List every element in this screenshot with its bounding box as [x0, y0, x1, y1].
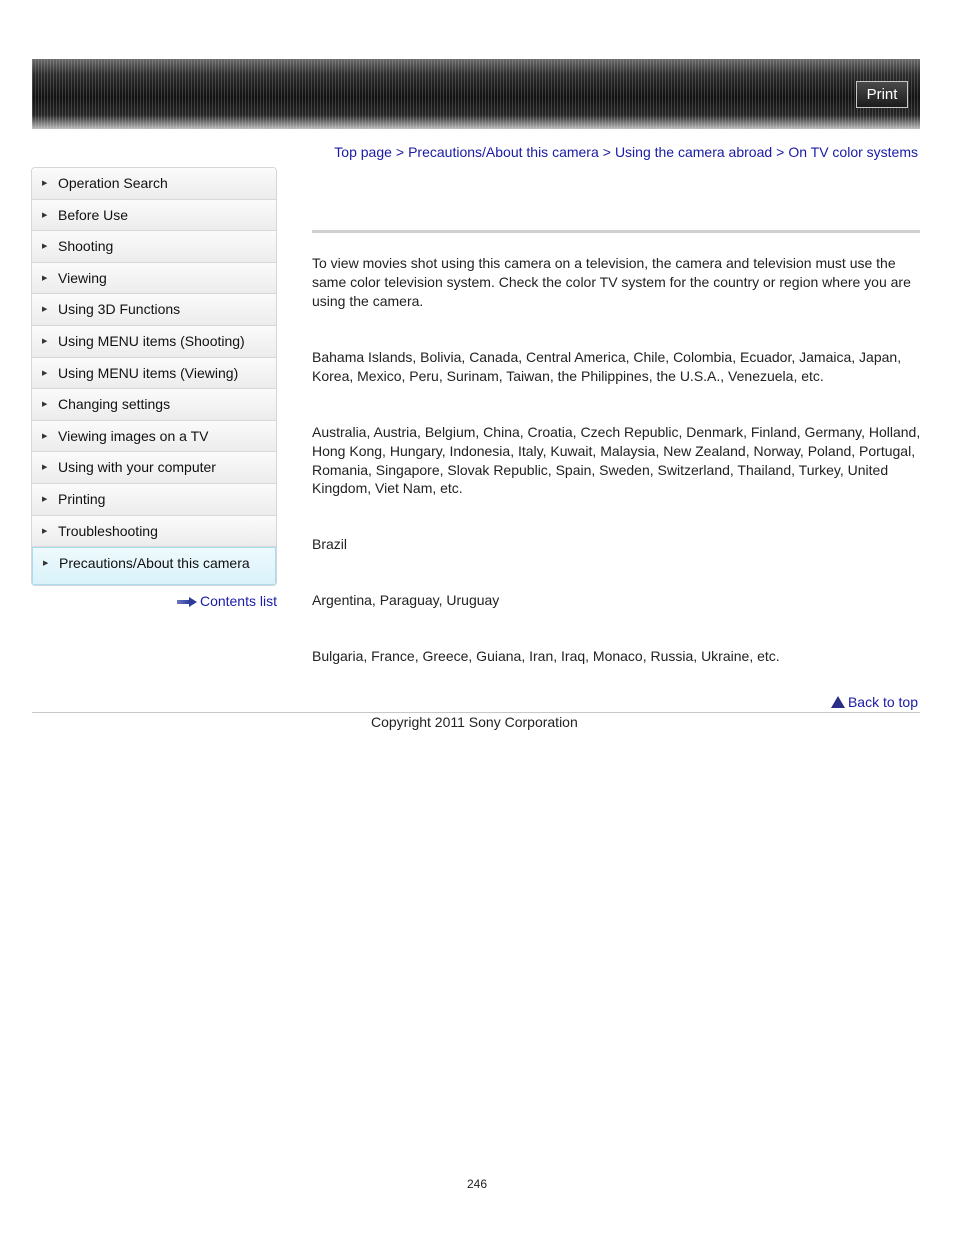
sidebar-item-label: Precautions/About this camera	[59, 555, 250, 572]
triangle-right-icon: ▶	[42, 432, 48, 440]
contents-list-label: Contents list	[199, 593, 277, 609]
sidebar-item-label: Changing settings	[58, 396, 171, 413]
sidebar-item-label: Using with your computer	[58, 459, 216, 476]
breadcrumb-precautions[interactable]: Precautions/About this camera	[408, 144, 599, 160]
breadcrumb-top-page[interactable]: Top page	[334, 144, 392, 160]
triangle-right-icon: ▶	[42, 401, 48, 409]
sidebar-item-menu-viewing[interactable]	[32, 358, 276, 390]
breadcrumb-current-page[interactable]: On TV color systems	[788, 144, 918, 160]
sidebar-item-viewing-on-tv[interactable]	[32, 421, 276, 453]
triangle-right-icon: ▶	[42, 527, 48, 535]
triangle-right-icon: ▶	[42, 274, 48, 282]
triangle-right-icon: ▶	[43, 560, 49, 568]
print-button[interactable]: Print	[856, 81, 908, 108]
sidebar-item-viewing[interactable]	[32, 263, 276, 295]
breadcrumb-separator: >	[776, 144, 785, 160]
title-divider	[312, 230, 920, 233]
sidebar-item-label: Viewing	[58, 269, 107, 286]
sidebar-item-shooting[interactable]	[32, 231, 276, 263]
sidebar-item-label: Using 3D Functions	[58, 301, 181, 318]
sidebar-item-label: Before Use	[58, 206, 129, 223]
header-banner	[32, 59, 920, 129]
ntsc-countries: Bahama Islands, Bolivia, Canada, Central America, Chile, Colombia, Ecuador, Jamaica, Japan, Korea, Mexico, Peru, Surinam, Taiwan, the Philippines, the U.S.A., Venezuela, etc.	[312, 349, 902, 384]
secam-countries: Bulgaria, France, Greece, Guiana, Iran, Iraq, Monaco, Russia, Ukraine, etc.	[312, 648, 780, 664]
sidebar-item-label: Using MENU items (Shooting)	[58, 332, 245, 349]
triangle-right-icon: ▶	[42, 495, 48, 503]
footer-divider	[32, 712, 920, 713]
sidebar-item-label: Troubleshooting	[58, 522, 158, 539]
sidebar-item-before-use[interactable]	[32, 200, 276, 232]
triangle-right-icon: ▶	[42, 180, 48, 187]
arrow-right-icon	[177, 597, 197, 607]
pal-n-countries: Argentina, Paraguay, Uruguay	[312, 592, 500, 608]
contents-list-link[interactable]	[177, 593, 277, 609]
sidebar-item-label: Operation Search	[58, 175, 168, 191]
breadcrumb-separator: >	[395, 144, 405, 160]
sidebar-item-troubleshooting[interactable]	[32, 516, 276, 548]
copyright-text: Copyright 2011 Sony Corporation	[371, 714, 578, 730]
triangle-right-icon: ▶	[42, 306, 48, 314]
triangle-right-icon: ▶	[42, 369, 48, 377]
sidebar-item-label: Using MENU items (Viewing)	[58, 364, 239, 381]
breadcrumb-using-abroad[interactable]: Using the camera abroad	[614, 144, 773, 160]
page-number: 246	[466, 1177, 488, 1191]
sidebar-item-label: Shooting	[58, 238, 114, 255]
triangle-right-icon: ▶	[42, 211, 48, 219]
triangle-up-icon	[831, 696, 845, 708]
breadcrumb	[334, 144, 918, 160]
pal-countries: Australia, Austria, Belgium, China, Croatia, Czech Republic, Denmark, Finland, Germany, Holland, Hong Kong, Hungary, Indonesia, Italy, Kuwait, Malaysia, New Zealand, Norway, Poland, Portugal, Romania, Singapore, Slovak Republic, Spain, Sweden, Switzerland, Thailand, Turkey, United Kingdom, Viet Nam, etc.	[312, 424, 921, 497]
sidebar-item-precautions[interactable]	[32, 547, 276, 585]
triangle-right-icon: ▶	[42, 337, 48, 345]
back-to-top-label: Back to top	[847, 694, 918, 710]
sidebar-item-changing-settings[interactable]	[32, 389, 276, 421]
sidebar-item-3d-functions[interactable]	[32, 294, 276, 326]
triangle-right-icon: ▶	[42, 243, 48, 251]
sidebar-item-operation-search[interactable]	[32, 168, 276, 200]
sidebar-item-label: Printing	[58, 490, 106, 507]
breadcrumb-separator: >	[602, 144, 611, 160]
sidebar-item-menu-shooting[interactable]	[32, 326, 276, 358]
intro-text: To view movies shot using this camera on a television, the camera and television must use the same color television system. Check the color TV system for the country or region where you are using the camera.	[312, 255, 911, 309]
sidebar-item-label: Viewing images on a TV	[58, 427, 209, 444]
pal-m-countries: Brazil	[312, 536, 348, 552]
triangle-right-icon: ▶	[42, 464, 48, 472]
sidebar-item-printing[interactable]	[32, 484, 276, 516]
sidebar-nav	[31, 167, 277, 586]
back-to-top-link[interactable]	[831, 694, 918, 710]
sidebar-item-computer[interactable]	[32, 452, 276, 484]
